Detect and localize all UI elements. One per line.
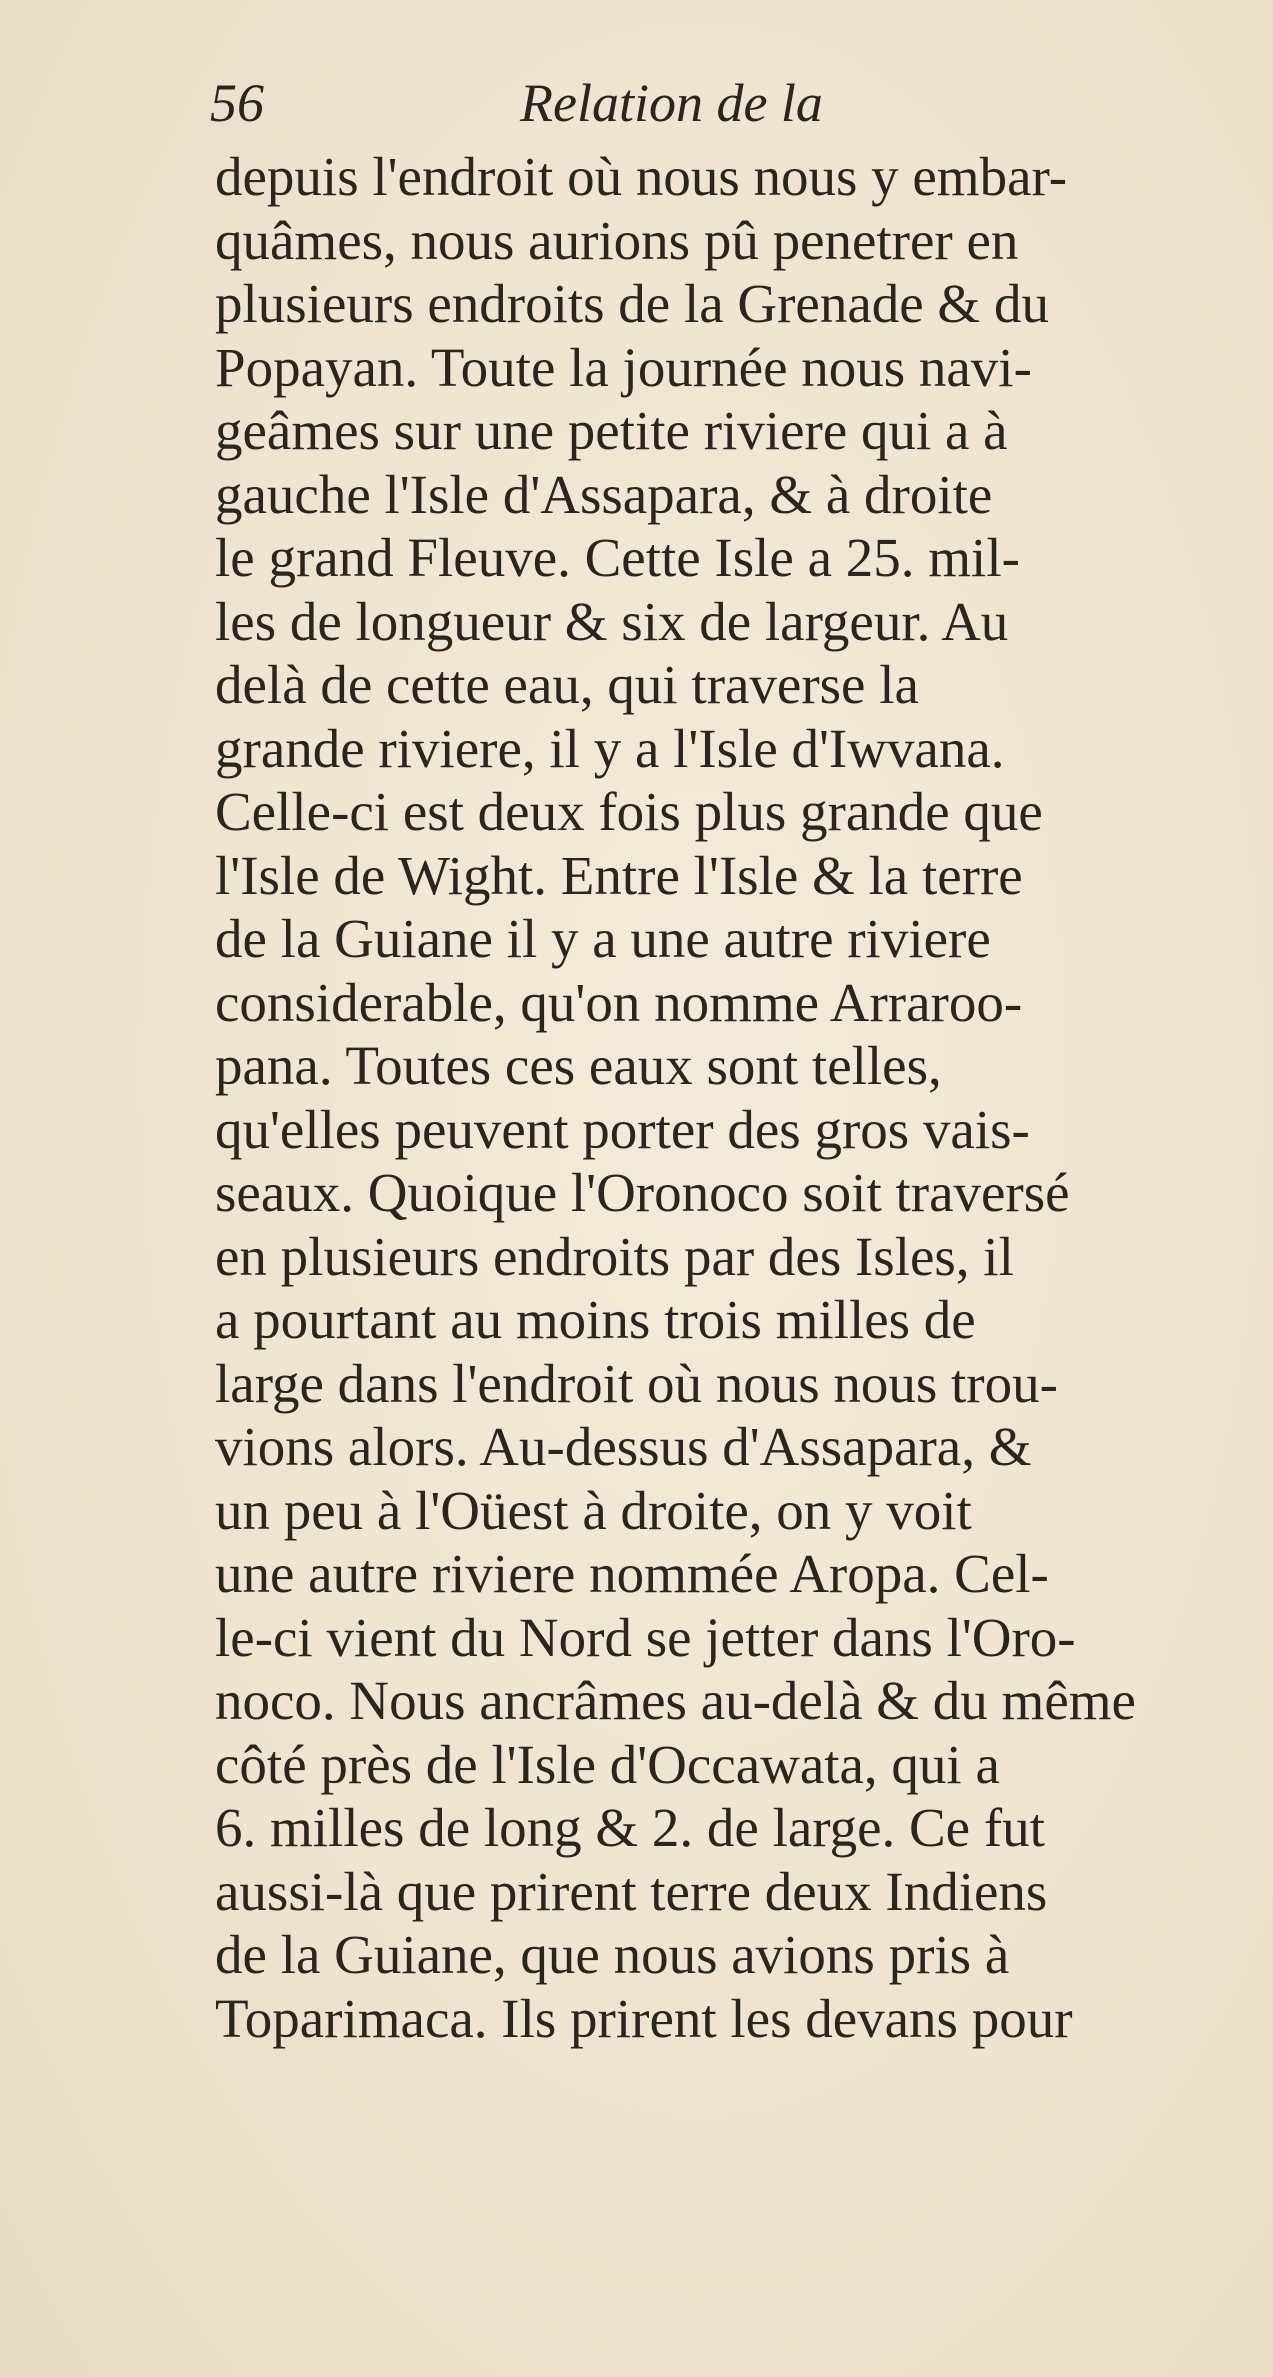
text-line: en plusieurs endroits par des Isles, il	[215, 1225, 1014, 1287]
text-line: un peu à l'Oüest à droite, on y voit	[215, 1479, 972, 1541]
running-title: Relation de la	[520, 73, 823, 133]
text-line: Celle-ci est deux fois plus grande que	[215, 781, 1043, 842]
text-line: 6. milles de long & 2. de large. Ce fut	[215, 1797, 1045, 1858]
text-line: Toparimaca. Ils prirent les devans pour	[215, 1987, 1073, 2049]
text-line: large dans l'endroit où nous nous trou-	[215, 1352, 1058, 1414]
text-line: geâmes sur une petite riviere qui a à	[215, 400, 1008, 461]
text-line: pana. Toutes ces eaux sont telles,	[215, 1035, 942, 1096]
text-line: quâmes, nous aurions pû penetrer en	[215, 209, 1019, 271]
text-line: le grand Fleuve. Cette Isle a 25. mil-	[215, 527, 1020, 588]
text-line: delà de cette eau, qui traverse la	[215, 654, 919, 715]
text-line: noco. Nous ancrâmes au-delà & du même	[215, 1670, 1136, 1731]
body-text	[215, 145, 1215, 2050]
text-line: Popayan. Toute la journée nous navi-	[215, 336, 1032, 398]
page-header	[210, 72, 990, 142]
text-line: a pourtant au moins trois milles de	[215, 1289, 976, 1350]
text-line: une autre riviere nommée Aropa. Cel-	[215, 1543, 1049, 1604]
text-line: de la Guiane il y a une autre riviere	[215, 908, 991, 969]
text-line: l'Isle de Wight. Entre l'Isle & la terre	[215, 844, 1023, 906]
text-line: considerable, qu'on nomme Arraroo-	[215, 971, 1023, 1033]
text-line: de la Guiane, que nous avions pris à	[215, 1924, 1010, 1985]
text-line: aussi-là que prirent terre deux Indiens	[215, 1860, 1048, 1922]
text-line: le-ci vient du Nord se jetter dans l'Oro-	[215, 1606, 1076, 1668]
text-line: gauche l'Isle d'Assapara, & à droite	[215, 463, 993, 525]
text-line: grande riviere, il y a l'Isle d'Iwvana.	[215, 717, 1005, 779]
text-line: seaux. Quoique l'Oronoco soit traversé	[215, 1162, 1070, 1223]
text-line: les de longueur & six de largeur. Au	[215, 590, 1009, 652]
page-number: 56	[210, 73, 264, 133]
text-line: vions alors. Au-dessus d'Assapara, &	[215, 1416, 1032, 1477]
text-line: depuis l'endroit où nous nous y embar-	[215, 146, 1068, 207]
text-line: qu'elles peuvent porter des gros vais-	[215, 1098, 1030, 1160]
text-line: côté près de l'Isle d'Occawata, qui a	[215, 1733, 1000, 1795]
text-line: plusieurs endroits de la Grenade & du	[215, 273, 1049, 334]
